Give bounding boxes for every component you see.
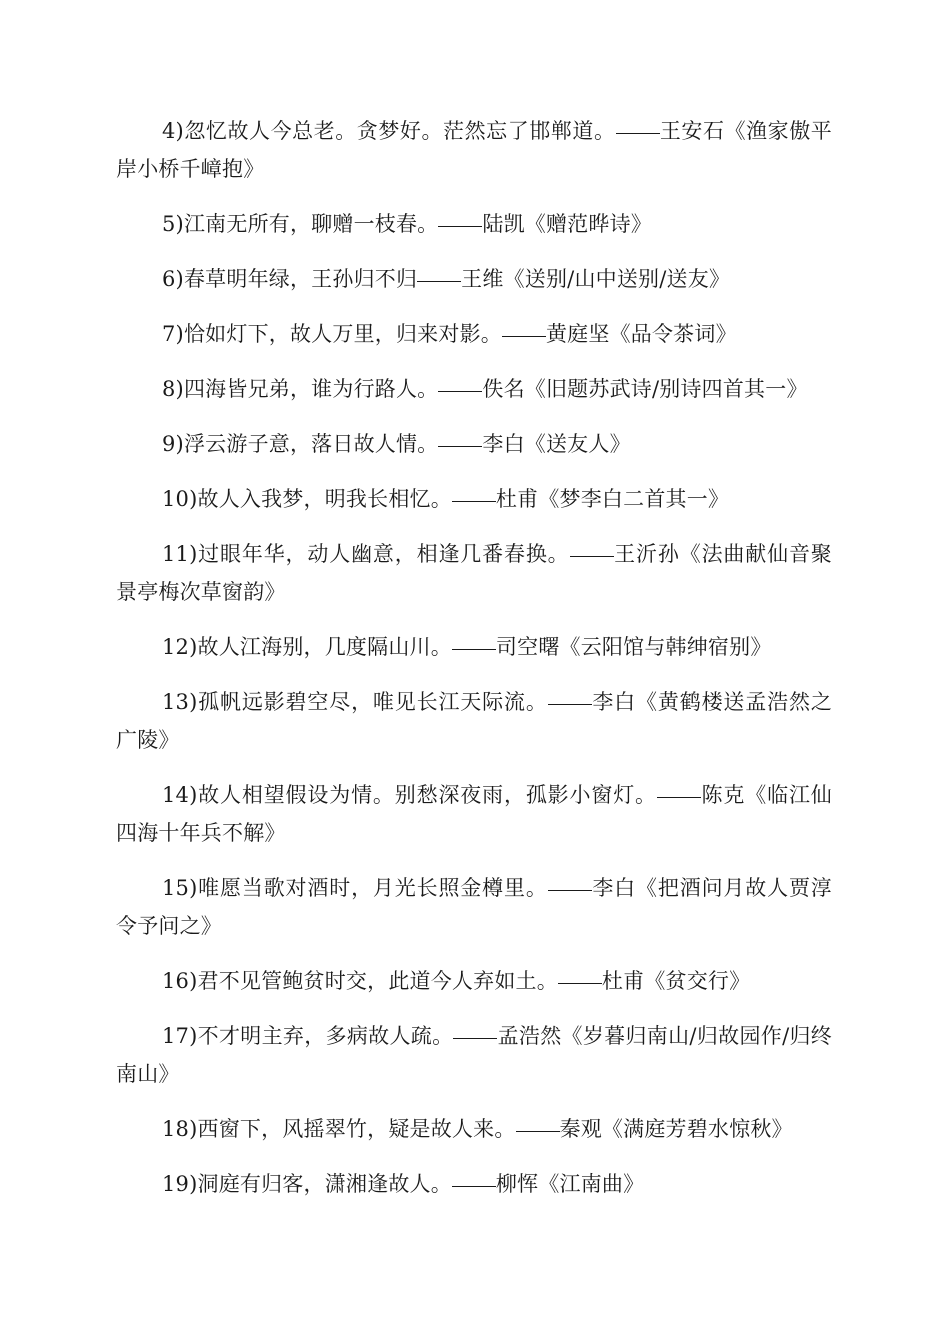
entry-title: 《法曲献仙音聚景亭梅次草窗韵》 <box>116 542 832 604</box>
entry-number: 17) <box>162 1024 198 1048</box>
fill-blank <box>438 390 482 392</box>
entry-title: 《云阳馆与韩绅宿别》 <box>559 635 772 659</box>
fill-blank <box>516 1130 560 1132</box>
fill-blank <box>438 445 482 447</box>
poem-entry <box>116 480 832 518</box>
entry-title: 《渔家傲平岸小桥千嶂抱》 <box>116 119 832 181</box>
entry-number: 19) <box>162 1172 198 1196</box>
entry-line: 唯愿当歌对酒时，月光长照金樽里。 <box>197 876 548 900</box>
entry-author: 王沂孙 <box>613 542 680 566</box>
entry-number: 4) <box>162 119 184 143</box>
entry-line: 西窗下，风摇翠竹，疑是故人来。 <box>197 1117 516 1141</box>
entry-author: 李白 <box>591 690 637 714</box>
entry-number: 9) <box>162 432 184 456</box>
entry-title: 《临江仙四海十年兵不解》 <box>116 783 832 845</box>
entry-title: 《送别/山中送别/送友》 <box>503 267 731 291</box>
fill-blank <box>453 1037 497 1039</box>
entry-author: 黄庭坚 <box>545 322 610 346</box>
poem-entry <box>116 628 832 666</box>
entry-number: 10) <box>162 487 198 511</box>
entry-number: 7) <box>162 322 184 346</box>
entry-title: 《满庭芳碧水惊秋》 <box>601 1117 793 1141</box>
entry-author: 孟浩然 <box>497 1024 562 1048</box>
poem-entry-list <box>116 112 832 1220</box>
poem-entry <box>116 869 832 945</box>
entry-title: 《黄鹤楼送孟浩然之广陵》 <box>116 690 832 752</box>
entry-number: 5) <box>162 212 184 236</box>
fill-blank <box>548 889 592 891</box>
poem-entry <box>116 425 832 463</box>
poem-entry <box>116 1110 832 1148</box>
entry-line: 浮云游子意，落日故人情。 <box>183 432 439 456</box>
poem-entry <box>116 315 832 353</box>
entry-author: 王安石 <box>659 119 725 143</box>
fill-blank <box>502 335 546 337</box>
entry-title: 《贫交行》 <box>644 969 751 993</box>
entry-number: 18) <box>162 1117 198 1141</box>
fill-blank <box>417 280 461 282</box>
poem-entry <box>116 535 832 611</box>
poem-entry <box>116 683 832 759</box>
entry-line: 春草明年绿，王孙归不归 <box>183 267 418 291</box>
entry-author: 陆凯 <box>482 212 525 236</box>
poem-entry <box>116 1165 832 1203</box>
entry-author: 陈克 <box>700 783 746 807</box>
entry-author: 王维 <box>461 267 504 291</box>
poem-entry <box>116 776 832 852</box>
entry-author: 杜甫 <box>495 487 539 511</box>
entry-title: 《赠范晔诗》 <box>524 212 652 236</box>
poem-entry <box>116 962 832 1000</box>
entry-title: 《把酒问月故人贾淳令予问之》 <box>116 876 832 938</box>
entry-number: 16) <box>162 969 198 993</box>
fill-blank <box>570 555 614 557</box>
entry-line: 不才明主弃，多病故人疏。 <box>197 1024 454 1048</box>
entry-author: 李白 <box>591 876 637 900</box>
fill-blank <box>548 703 592 705</box>
entry-line: 江南无所有，聊赠一枝春。 <box>183 212 439 236</box>
fill-blank <box>452 500 496 502</box>
entry-number: 6) <box>162 267 184 291</box>
entry-author: 李白 <box>482 432 525 456</box>
fill-blank <box>657 796 701 798</box>
poem-entry <box>116 205 832 243</box>
fill-blank <box>438 225 482 227</box>
entry-author: 杜甫 <box>601 969 645 993</box>
entry-title: 《送友人》 <box>524 432 631 456</box>
entry-line: 孤帆远影碧空尽，唯见长江天际流。 <box>197 690 548 714</box>
entry-line: 洞庭有归客，潇湘逢故人。 <box>197 1172 452 1196</box>
entry-line: 君不见管鲍贫时交，此道今人弃如土。 <box>197 969 558 993</box>
entry-number: 12) <box>162 635 198 659</box>
entry-number: 8) <box>162 377 184 401</box>
poem-entry <box>116 260 832 298</box>
entry-line: 四海皆兄弟，谁为行路人。 <box>183 377 439 401</box>
entry-line: 忽忆故人今总老。贪梦好。茫然忘了邯郸道。 <box>183 119 616 143</box>
entry-title: 《梦李白二首其一》 <box>538 487 730 511</box>
entry-title: 《品令茶词》 <box>609 322 737 346</box>
poem-entry <box>116 1017 832 1093</box>
poem-entry <box>116 370 832 408</box>
fill-blank <box>616 132 660 134</box>
entry-number: 13) <box>162 690 198 714</box>
entry-title: 《岁暮归南山/归故园作/归终南山》 <box>116 1024 833 1086</box>
fill-blank <box>452 1185 496 1187</box>
entry-title: 《江南曲》 <box>538 1172 645 1196</box>
poem-entry <box>116 112 832 188</box>
entry-title: 《旧题苏武诗/别诗四首其一》 <box>524 377 808 401</box>
entry-line: 故人江海别，几度隔山川。 <box>197 635 452 659</box>
entry-number: 15) <box>162 876 198 900</box>
entry-line: 恰如灯下，故人万里，归来对影。 <box>183 322 502 346</box>
entry-line: 故人相望假设为情。别愁深夜雨，孤影小窗灯。 <box>197 783 657 807</box>
entry-number: 14) <box>162 783 198 807</box>
entry-author: 司空曙 <box>495 635 560 659</box>
entry-line: 故人入我梦，明我长相忆。 <box>197 487 452 511</box>
entry-author: 佚名 <box>482 377 525 401</box>
entry-line: 过眼年华，动人幽意，相逢几番春换。 <box>197 542 570 566</box>
entry-number: 11) <box>162 542 198 566</box>
entry-author: 秦观 <box>559 1117 602 1141</box>
entry-author: 柳恽 <box>495 1172 539 1196</box>
fill-blank <box>452 648 496 650</box>
fill-blank <box>558 982 602 984</box>
